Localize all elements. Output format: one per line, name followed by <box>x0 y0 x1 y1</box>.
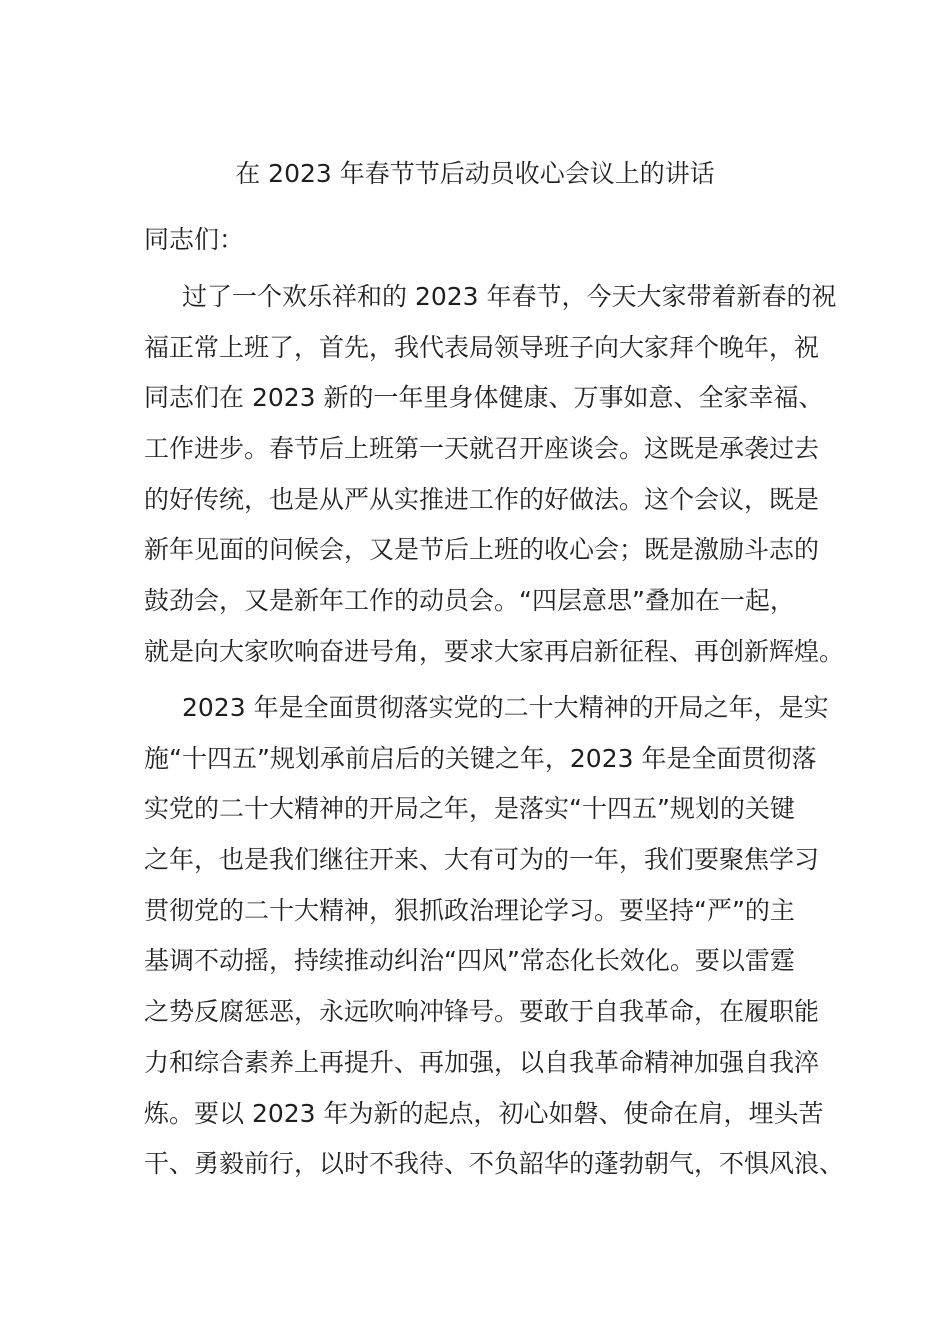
paragraph-line: 施“十四五”规划承前启后的关键之年，2023 年是全面贯彻落 <box>144 743 817 773</box>
paragraph-line: 实党的二十大精神的开局之年，是落实“十四五”规划的关键 <box>144 794 795 824</box>
paragraph-line: 炼。要以 2023 年为新的起点，初心如磐、使命在肩，埋头苦 <box>144 1098 824 1128</box>
paragraph-line: 干、勇毅前行，以时不我待、不负韶华的蓬勃朝气，不惧风浪、 <box>144 1149 845 1179</box>
paragraph-line: 同志们在 2023 新的一年里身体健康、万事如意、全家幸福、 <box>144 383 824 413</box>
paragraph-line: 力和综合素养上再提升、再加强，以自我革命精神加强自我淬 <box>144 1047 820 1077</box>
document-title: 在 2023 年春节节后动员收心会议上的讲话 <box>235 159 715 188</box>
paragraph-line: 贯彻党的二十大精神，狠抓政治理论学习。要坚持“严”的主 <box>144 895 795 925</box>
paragraph-line: 过了一个欢乐祥和的 2023 年春节，今天大家带着新春的祝 <box>182 282 837 311</box>
paragraph-line: 新年见面的问候会，又是节后上班的收心会；既是激励斗志的 <box>144 535 820 565</box>
salutation: 同志们： <box>144 225 245 254</box>
paragraph-line: 2023 年是全面贯彻落实党的二十大精神的开局之年，是实 <box>182 693 829 722</box>
paragraph-line: 福正常上班了，首先，我代表局领导班子向大家拜个晚年，祝 <box>144 332 820 362</box>
paragraph-line: 就是向大家吹响奋进号角，要求大家再启新征程、再创新辉煌。 <box>144 636 845 666</box>
paragraph-line: 之年，也是我们继往开来、大有可为的一年，我们要聚焦学习 <box>144 845 820 875</box>
paragraph-line: 基调不动摇，持续推动纠治“四风”常态化长效化。要以雷霆 <box>144 946 795 976</box>
paragraph-1 <box>144 272 844 678</box>
paragraph-line: 鼓劲会，又是新年工作的动员会。“四层意思”叠加在一起， <box>144 586 795 616</box>
paragraph-line: 工作进步。春节后上班第一天就召开座谈会。这既是承袭过去 <box>144 434 820 464</box>
paragraph-line: 之势反腐惩恶，永远吹响冲锋号。要敢于自我革命，在履职能 <box>144 997 820 1027</box>
paragraph-2 <box>144 683 844 1190</box>
paragraph-line: 的好传统，也是从严从实推进工作的好做法。这个会议，既是 <box>144 484 820 514</box>
